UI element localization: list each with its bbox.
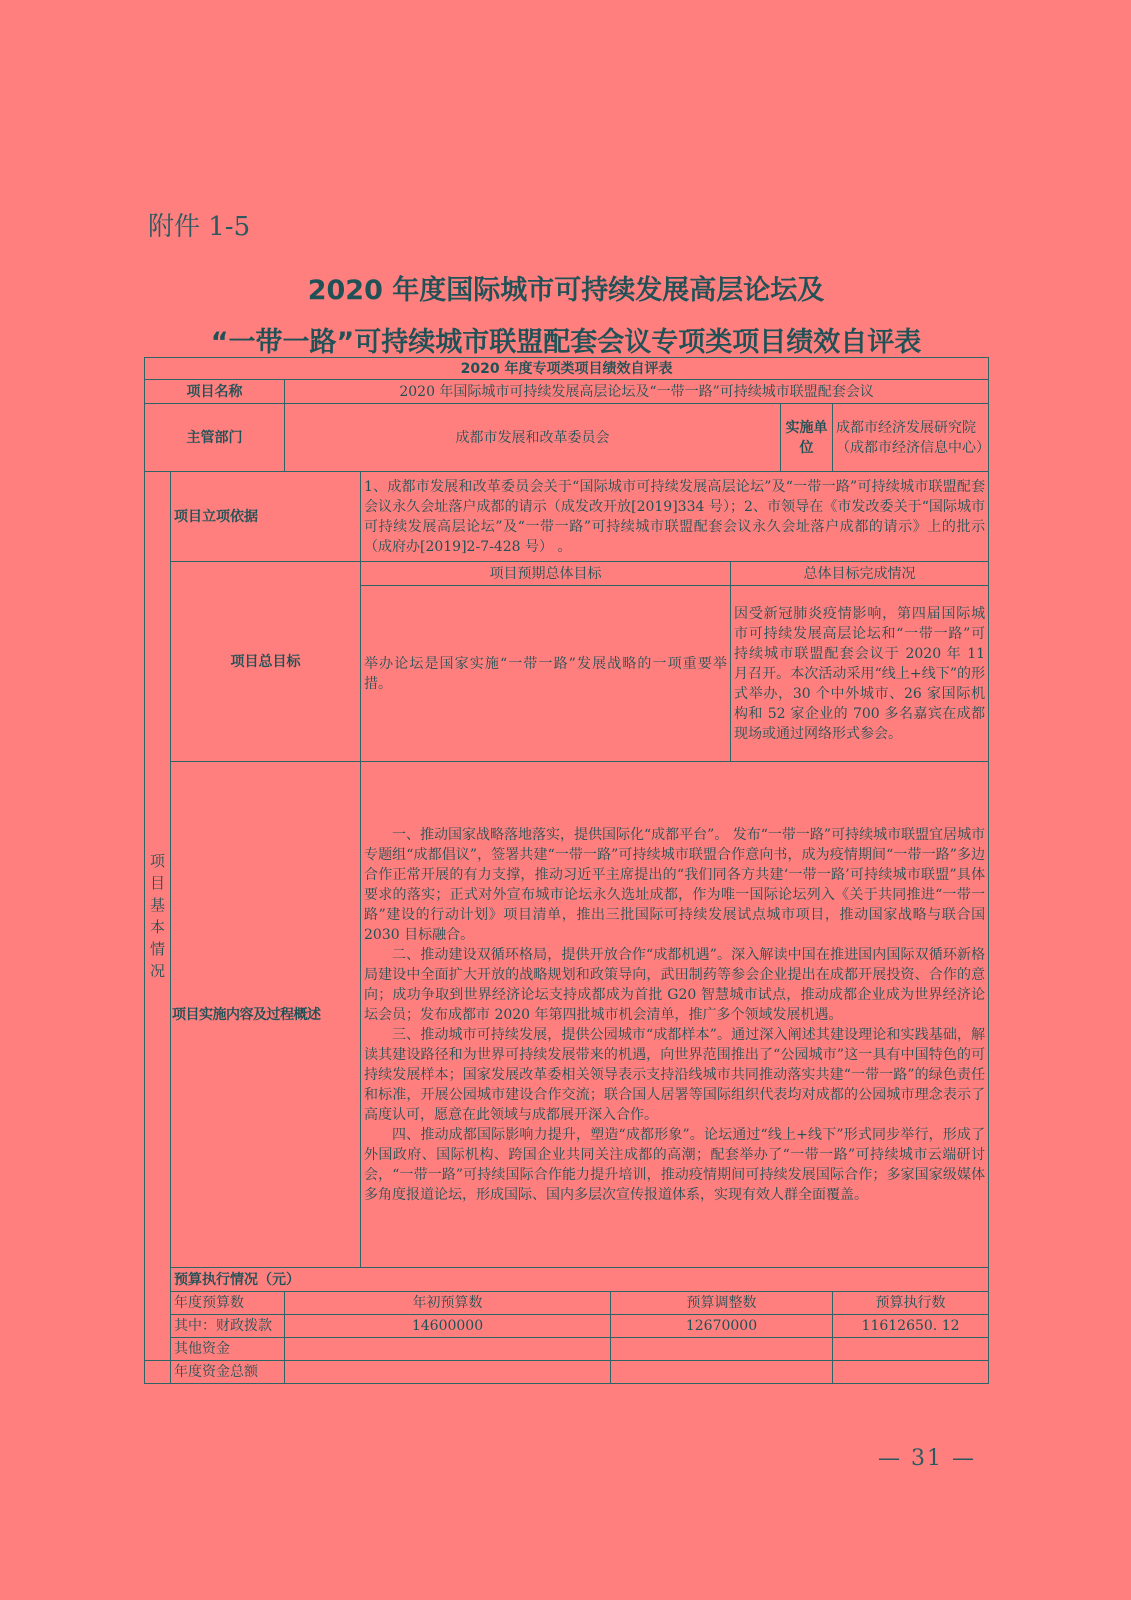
process-paragraph: 四、推动成都国际影响力提升，塑造“成都形象”。论坛通过“线上+线下”形式同步举行，形成了外国政府、国际机构、跨国企业共同关注成都的高潮；配套举办了“一带一路”可持续城市云端研讨会，“一带一路”可持续国际合作能力提升培训，推动疫情期间可持续发展国际合作；多家国家级媒体多角度报道论坛，形成国际、国内多层次宣传报道体系，实现有效人群全面覆盖。 [364,1126,986,1203]
title-line-2: “一带一路”可持续城市联盟配套会议专项类项目绩效自评表 [210,327,922,358]
project-name-label: 项目名称 [145,380,285,404]
budget-cell [611,1361,833,1384]
budget-row-edge [145,1361,171,1384]
budget-cell [611,1338,833,1361]
table-header: 2020 年度专项类项目绩效自评表 [145,358,989,380]
budget-col-header: 预算执行数 [833,1292,989,1315]
goal-label: 项目总目标 [171,562,361,762]
budget-row-label: 其他资金 [171,1338,285,1361]
attachment-label: 附件 1-5 [148,212,251,242]
dept-label: 主管部门 [145,404,285,472]
budget-cell: 12670000 [611,1315,833,1338]
process-label: 项目实施内容及过程概述 [171,762,361,1268]
title-line-1: 2020 年度国际城市可持续发展高层论坛及 [307,275,825,306]
dept-value: 成都市发展和改革委员会 [285,404,781,472]
process-paragraph: 三、推动城市可持续发展，提供公园城市“成都样本”。通过深入阐述其建设理论和实践基础，解读其建设路径和为世界可持续发展带来的机遇，向世界范围推出了“公园城市”这一具有中国特色的可持续发展样本；国家发展改革委相关领导表示支持沿线城市共同推动落实共建“一带一路”的绿色责任和标准，开展公园城市建设合作交流；联合国人居署等国际组织代表均对成都的公园城市理念表示了高度认可，愿意在此领域与成都展开深入合作。 [364,1026,986,1123]
basic-info-label: 项 目 基 本 情 况 [145,472,171,1361]
page-number: — 31 — [878,1446,976,1471]
impl-label: 实施单位 [781,404,833,472]
budget-cell: 14600000 [285,1315,611,1338]
budget-cell [285,1361,611,1384]
goal-done-header: 总体目标完成情况 [731,562,989,586]
budget-row-label: 年度资金总额 [171,1361,285,1384]
budget-cell: 11612650. 12 [833,1315,989,1338]
budget-col-header: 预算调整数 [611,1292,833,1315]
budget-cell [285,1338,611,1361]
budget-col-header: 年度预算数 [171,1292,285,1315]
budget-row-label: 其中：财政拨款 [171,1315,285,1338]
goal-expected-header: 项目预期总体目标 [361,562,731,586]
evaluation-table [144,357,989,1384]
goal-expected-text: 举办论坛是国家实施“一带一路”发展战略的一项重要举措。 [361,586,731,762]
budget-cell [833,1361,989,1384]
process-paragraph: 二、推动建设双循环格局，提供开放合作“成都机遇”。深入解读中国在推进国内国际双循环新格局建设中全面扩大开放的战略规划和政策导向，武田制药等参会企业提出在成都开展投资、合作的意向；成功争取到世界经济论坛支持成都成为首批 G20 智慧城市试点，推动成都企业成为世界经济论坛会员；发布成都市 2020 年第四批城市机会清单，推广多个领域发展机遇。 [364,946,986,1023]
impl-value: 成都市经济发展研究院（成都市经济信息中心） [833,404,989,472]
basis-text: 1、成都市发展和改革委员会关于“国际城市可持续发展高层论坛”及“一带一路”可持续城市联盟配套会议永久会址落户成都的请示（成发改开放[2019]334 号）；2、市领导在《市发改委关于“国际城市可持续发展高层论坛”及“一带一路”可持续城市联盟配套会议永久会址落户成都的请示》上的批示（成府办[2019]2-7-428 号） 。 [361,472,989,562]
project-name-value: 2020 年国际城市可持续发展高层论坛及“一带一路”可持续城市联盟配套会议 [285,380,989,404]
budget-label: 预算执行情况（元） [171,1268,989,1292]
budget-cell [833,1338,989,1361]
budget-col-header: 年初预算数 [285,1292,611,1315]
process-text [361,762,989,1268]
process-paragraph: 一、推动国家战略落地落实，提供国际化“成都平台”。 发布“一带一路”可持续城市联盟宜居城市专题组“成都倡议”，签署共建“一带一路”可持续城市联盟合作意向书，成为疫情期间“一带一路”多边合作正常开展的有力支撑，推动习近平主席提出的“我们同各方共建‘一带一路’可持续城市联盟”具体要求的落实；正式对外宣布城市论坛永久选址成都，作为唯一国际论坛列入《关于共同推进“一带一路”建设的行动计划》项目清单，推出三批国际可持续发展试点城市项目，推动国家战略与联合国 2030 目标融合。 [364,826,986,943]
basis-label: 项目立项依据 [171,472,361,562]
goal-done-text: 因受新冠肺炎疫情影响，第四届国际城市可持续发展高层论坛和“一带一路”可持续城市联盟配套会议于 2020 年 11 月召开。本次活动采用“线上+线下”的形式举办，30 个中外城市、26 家国际机构和 52 家企业的 700 多名嘉宾在成都现场或通过网络形式参会。 [731,586,989,762]
